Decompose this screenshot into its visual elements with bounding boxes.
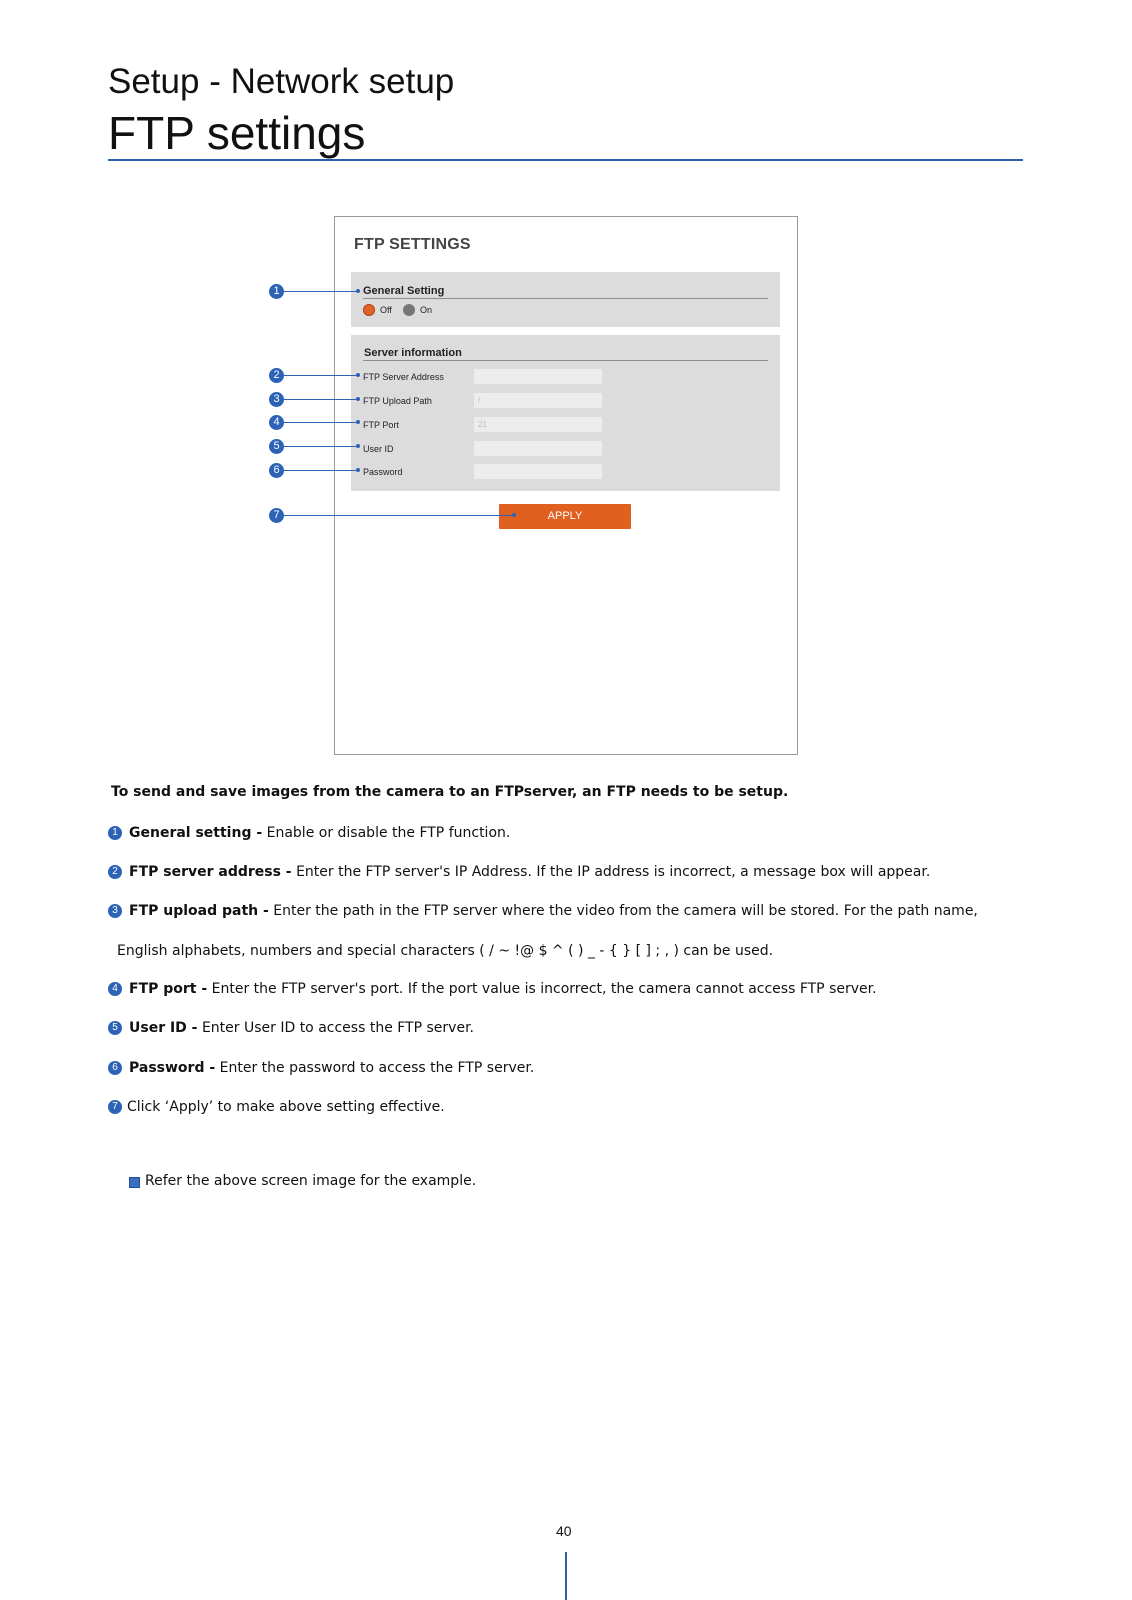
radio-off-label: Off — [380, 305, 392, 315]
item-ftp-upload-path-continued: English alphabets, numbers and special characters ( / ~ !@ $ ^ ( ) _ - { } [ ] ; , ) can be used. — [117, 943, 774, 959]
item-password — [129, 1060, 534, 1076]
section-subtitle: Setup - Network setup — [108, 62, 455, 101]
intro-text: To send and save images from the camera to an FTPserver, an FTP needs to be setup. — [111, 784, 789, 800]
leader-line-7 — [284, 515, 514, 516]
item-term: Password - — [129, 1060, 216, 1076]
item-text: Enter User ID to access the FTP server. — [197, 1020, 474, 1036]
radio-off[interactable] — [363, 304, 375, 316]
item-term: General setting - — [129, 825, 263, 841]
note-icon — [129, 1177, 140, 1188]
callout-6: 6 — [269, 463, 284, 478]
item-term: FTP port - — [129, 981, 208, 997]
general-setting-heading: General Setting — [363, 285, 445, 297]
callout-4: 4 — [269, 415, 284, 430]
leader-dot-4 — [356, 420, 360, 424]
password-input[interactable] — [474, 464, 602, 479]
general-setting-rule — [363, 298, 768, 299]
leader-dot-6 — [356, 468, 360, 472]
item-number-3: 3 — [108, 904, 122, 918]
radio-on[interactable] — [403, 304, 415, 316]
item-text: Enable or disable the FTP function. — [262, 825, 511, 841]
leader-dot-3 — [356, 397, 360, 401]
panel-title: FTP SETTINGS — [354, 236, 471, 253]
item-text: Enter the FTP server's port. If the port value is incorrect, the camera cannot access FTP server. — [207, 981, 877, 997]
ftp-server-address-input[interactable] — [474, 369, 602, 384]
item-text: Enter the path in the FTP server where the video from the camera will be stored. For the path name, — [268, 903, 978, 919]
page-title: FTP settings — [108, 107, 366, 159]
leader-line-3 — [284, 399, 358, 400]
item-number-1: 1 — [108, 826, 122, 840]
item-user-id — [129, 1020, 474, 1036]
item-apply: Click ‘Apply’ to make above setting effective. — [127, 1099, 445, 1115]
leader-line-6 — [284, 470, 358, 471]
leader-dot-5 — [356, 444, 360, 448]
leader-dot-1 — [356, 289, 360, 293]
ftp-server-address-label: FTP Server Address — [363, 372, 444, 382]
item-ftp-upload-path — [129, 903, 978, 919]
callout-3: 3 — [269, 392, 284, 407]
item-term: FTP upload path - — [129, 903, 269, 919]
item-term: FTP server address - — [129, 864, 292, 880]
callout-5: 5 — [269, 439, 284, 454]
ftp-port-input[interactable] — [474, 417, 602, 432]
callout-2: 2 — [269, 368, 284, 383]
user-id-label: User ID — [363, 444, 394, 454]
leader-line-2 — [284, 375, 358, 376]
item-number-7: 7 — [108, 1100, 122, 1114]
title-divider — [108, 159, 1023, 161]
item-number-4: 4 — [108, 982, 122, 996]
leader-line-5 — [284, 446, 358, 447]
leader-line-4 — [284, 422, 358, 423]
radio-on-label: On — [420, 305, 433, 315]
callout-7: 7 — [269, 508, 284, 523]
server-information-rule — [363, 360, 768, 361]
ftp-port-label: FTP Port — [363, 420, 399, 430]
item-text: Enter the password to access the FTP server. — [215, 1060, 535, 1076]
user-id-input[interactable] — [474, 441, 602, 456]
footer-divider — [565, 1552, 567, 1600]
item-number-2: 2 — [108, 865, 122, 879]
apply-button[interactable]: APPLY — [499, 504, 631, 529]
item-text: Enter the FTP server's IP Address. If the IP address is incorrect, a message box will appear. — [291, 864, 931, 880]
item-number-5: 5 — [108, 1021, 122, 1035]
ftp-upload-path-input[interactable] — [474, 393, 602, 408]
general-setting-panel — [351, 272, 780, 327]
item-ftp-server-address — [129, 864, 930, 880]
leader-dot-2 — [356, 373, 360, 377]
note-text: Refer the above screen image for the example. — [145, 1173, 477, 1189]
ftp-upload-path-label: FTP Upload Path — [363, 396, 432, 406]
item-general-setting — [129, 825, 510, 841]
callout-1: 1 — [269, 284, 284, 299]
item-number-6: 6 — [108, 1061, 122, 1075]
page-number: 40 — [556, 1523, 572, 1539]
password-label: Password — [363, 467, 403, 477]
leader-dot-7 — [512, 513, 516, 517]
leader-line-1 — [284, 291, 358, 292]
item-ftp-port — [129, 981, 877, 997]
item-term: User ID - — [129, 1020, 198, 1036]
server-information-heading: Server information — [364, 347, 462, 359]
